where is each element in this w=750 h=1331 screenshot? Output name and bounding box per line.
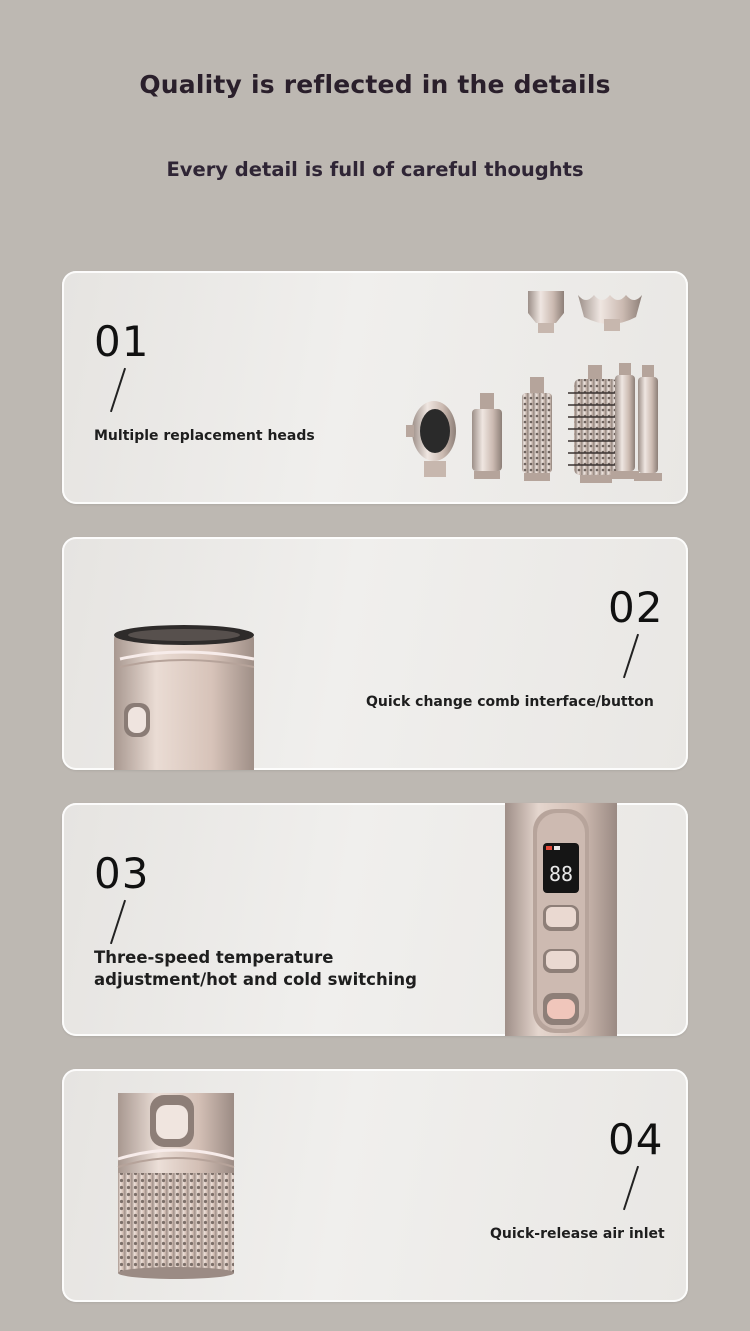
feature-number: 04 (608, 1115, 664, 1164)
feature-card-03 (62, 803, 688, 1036)
feature-number: 03 (94, 849, 150, 898)
slash-divider (623, 634, 639, 678)
slash-divider (110, 900, 126, 944)
flower-diffuser-icon (578, 295, 642, 331)
feature-caption: Quick change comb interface/button (366, 694, 654, 710)
control-panel-illustration (505, 803, 617, 1036)
smoothing-brush-icon (472, 393, 502, 479)
feature-caption-line-2: adjustment/hot and cold switching (94, 970, 417, 989)
feature-card-04 (62, 1069, 688, 1302)
slash-divider (623, 1166, 639, 1210)
speed-button-icon (543, 905, 579, 931)
page-subtitle: Every detail is full of careful thoughts (166, 158, 584, 181)
feature-card-02 (62, 537, 688, 770)
air-inlet-illustration (118, 1093, 238, 1279)
power-button-icon (543, 993, 579, 1025)
release-button-icon (124, 703, 150, 737)
concentrator-nozzle-icon (528, 291, 564, 333)
round-diffuser-icon (406, 401, 456, 477)
page-title: Quality is reflected in the details (139, 70, 611, 99)
curling-barrel-2-icon (610, 363, 640, 483)
bristle-brush-small-icon (522, 377, 552, 481)
temperature-button-icon (543, 949, 579, 973)
slash-divider (110, 368, 126, 412)
feature-caption: Quick-release air inlet (490, 1226, 665, 1242)
release-button-icon (150, 1095, 194, 1147)
feature-caption: Multiple replacement heads (94, 428, 315, 444)
svg-text:88: 88 (548, 862, 574, 886)
feature-card-01 (62, 271, 688, 504)
feature-number: 02 (608, 583, 664, 632)
comb-interface-illustration (112, 623, 262, 770)
led-display-icon (543, 843, 579, 893)
feature-caption-line-1: Three-speed temperature (94, 948, 334, 967)
feature-number: 01 (94, 317, 150, 366)
